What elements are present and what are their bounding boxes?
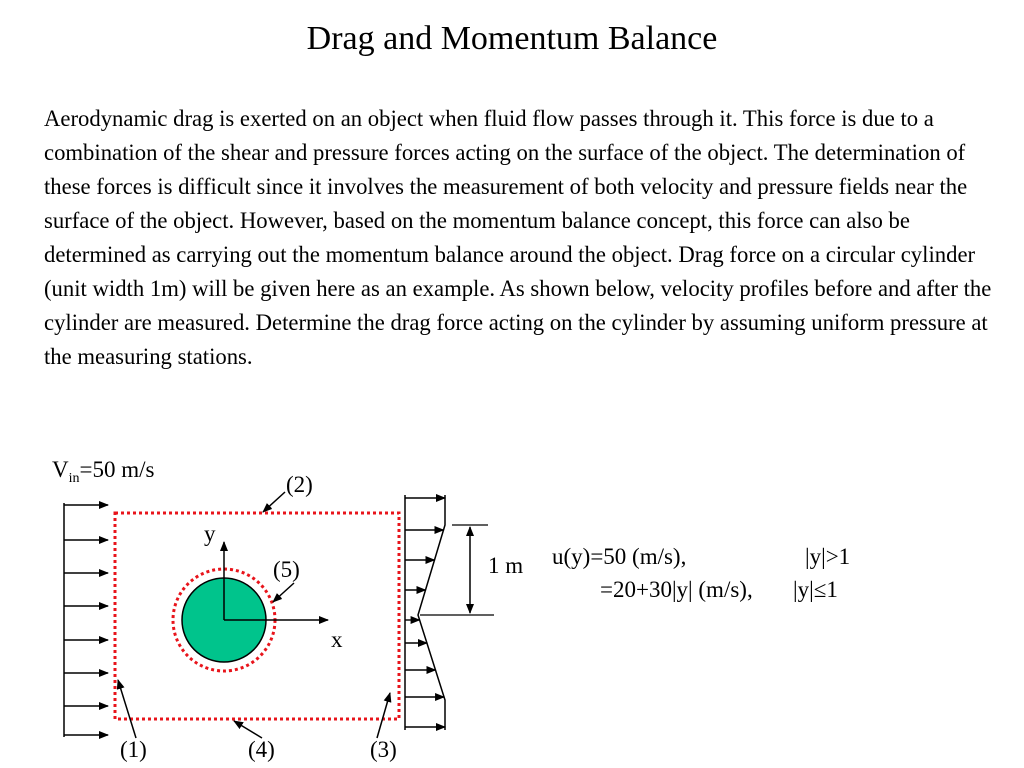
equation-line-1-condition: |y|>1 [805,544,851,569]
page-title: Drag and Momentum Balance [306,20,718,57]
equation-line-2-condition: |y|≤1 [793,577,838,602]
station-4-label: (4) [248,737,275,762]
x-axis-label: x [331,627,343,652]
problem-statement: Aerodynamic drag is exerted on an object when fluid flow passes through it. This force is due to a combination of the shear and pressure forces acting on the surface of the object. The determination of these forces is difficult since it involves the measurement of both velocity and pressure fields near the surface of the object. However, based on the momentum balance concept, this force can also be determined as carrying out the momentum balance around the object. Drag force on a circular cylinder (unit width 1m) will be given here as an example. As shown below, velocity profiles before and after the cylinder are measured. Determine the drag force acting on the cylinder by assuming uniform pressure at the measuring stations. [44,106,992,369]
inlet-velocity-subscript: in [68,471,80,486]
station-1-label: (1) [120,737,147,762]
inlet-velocity-profile [64,503,108,737]
inlet-velocity-value: =50 m/s [79,457,155,482]
station-5-leader [273,583,294,602]
outlet-velocity-profile [405,495,445,730]
dimension-label: 1 m [488,553,524,578]
station-3-label: (3) [370,737,397,762]
station-3-leader [377,693,390,738]
station-2-leader [263,492,285,512]
station-4-leader [234,721,262,738]
inlet-velocity-label [52,457,155,486]
station-2-label: (2) [286,472,313,497]
station-5-label: (5) [273,557,300,582]
equation-line-1: u(y)=50 (m/s), [552,544,687,569]
inlet-velocity-symbol: V [52,457,69,482]
equation-line-2: =20+30|y| (m/s), [600,577,753,602]
y-axis-label: y [204,521,216,546]
station-1-leader [118,680,136,738]
